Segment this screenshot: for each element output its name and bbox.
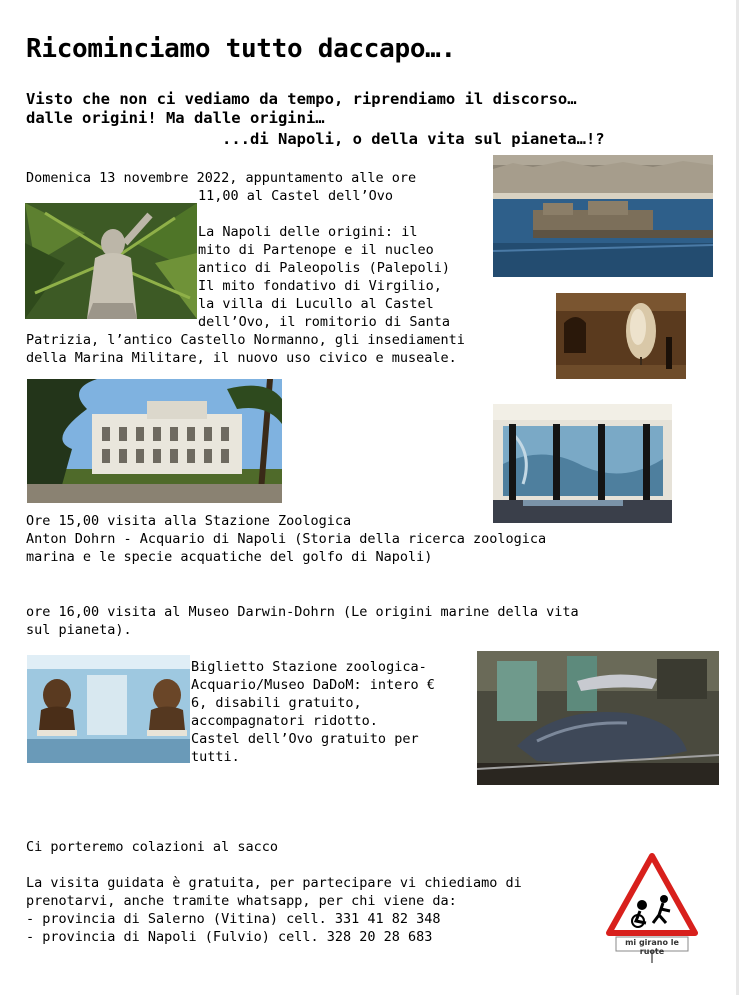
castel-line-4: Il mito fondativo di Virgilio,	[198, 278, 442, 294]
ticket-line-6: tutti.	[191, 749, 240, 765]
castel-dell-ovo-photo	[493, 155, 713, 277]
castel-line-5: la villa di Lucullo al Castel	[198, 296, 434, 312]
castel-line-6: dell’Ovo, il romitorio di Santa	[198, 314, 450, 330]
footer-visit-1: La visita guidata è gratuita, per partecipare vi chiediamo di	[26, 875, 522, 891]
castel-line-3: antico di Paleopolis (Palepoli)	[198, 260, 450, 276]
egg-installation-photo	[556, 293, 686, 379]
castel-line-8: della Marina Militare, il nuovo uso civico e museale.	[26, 350, 457, 366]
zoo-line-2: Anton Dohrn - Acquario di Napoli (Storia della ricerca zoologica	[26, 531, 547, 547]
museo-busts-photo	[27, 655, 190, 763]
footer-visit-2: prenotarvi, anche tramite whatsapp, per chi viene da:	[26, 893, 457, 909]
castel-line-1: La Napoli delle origini: il	[198, 224, 418, 240]
museo-line-1: ore 16,00 visita al Museo Darwin-Dohrn (Le origini marine della vita	[26, 604, 579, 620]
ticket-line-4: accompagnatori ridotto.	[191, 713, 378, 729]
zoo-line-1: Ore 15,00 visita alla Stazione Zoologica	[26, 513, 352, 529]
intro-line-1: Domenica 13 novembre 2022, appuntamento alle ore	[26, 170, 417, 186]
acquario-arches-photo	[493, 404, 672, 523]
ticket-line-2: Acquario/Museo DaDoM: intero €	[191, 677, 435, 693]
page-title: Ricominciamo tutto daccapo….	[26, 34, 456, 64]
logo-brand-text: mi girano le ruote	[625, 938, 679, 956]
footer-contact-napoli: - provincia di Napoli (Fulvio) cell. 328 20 28 683	[26, 929, 433, 945]
whale-model-photo	[477, 651, 719, 785]
ticket-line-5: Castel dell’Ovo gratuito per	[191, 731, 419, 747]
zoo-line-3: marina e le specie acquatiche del golfo di Napoli)	[26, 549, 433, 565]
castel-line-2: mito di Partenope e il nucleo	[198, 242, 434, 258]
castel-line-7: Patrizia, l’antico Castello Normanno, gli insediamenti	[26, 332, 465, 348]
ticket-line-3: 6, disabili gratuito,	[191, 695, 362, 711]
footer-contact-salerno: - provincia di Salerno (Vitina) cell. 331 41 82 348	[26, 911, 441, 927]
museo-line-2: sul pianeta).	[26, 622, 132, 638]
stazione-zoologica-photo	[27, 379, 282, 503]
subtitle-line-2: dalle origini! Ma dalle origini…	[26, 109, 325, 127]
subtitle-line-1: Visto che non ci vediamo da tempo, riprendiamo il discorso…	[26, 90, 577, 108]
intro-line-2: 11,00 al Castel dell’Ovo	[198, 188, 394, 204]
subtitle-line-3: ...di Napoli, o della vita sul pianeta…!?	[222, 130, 605, 148]
ticket-line-1: Biglietto Stazione zoologica-	[191, 659, 427, 675]
footer-lunch: Ci porteremo colazioni al sacco	[26, 839, 278, 855]
partenope-statue-photo	[25, 203, 197, 319]
